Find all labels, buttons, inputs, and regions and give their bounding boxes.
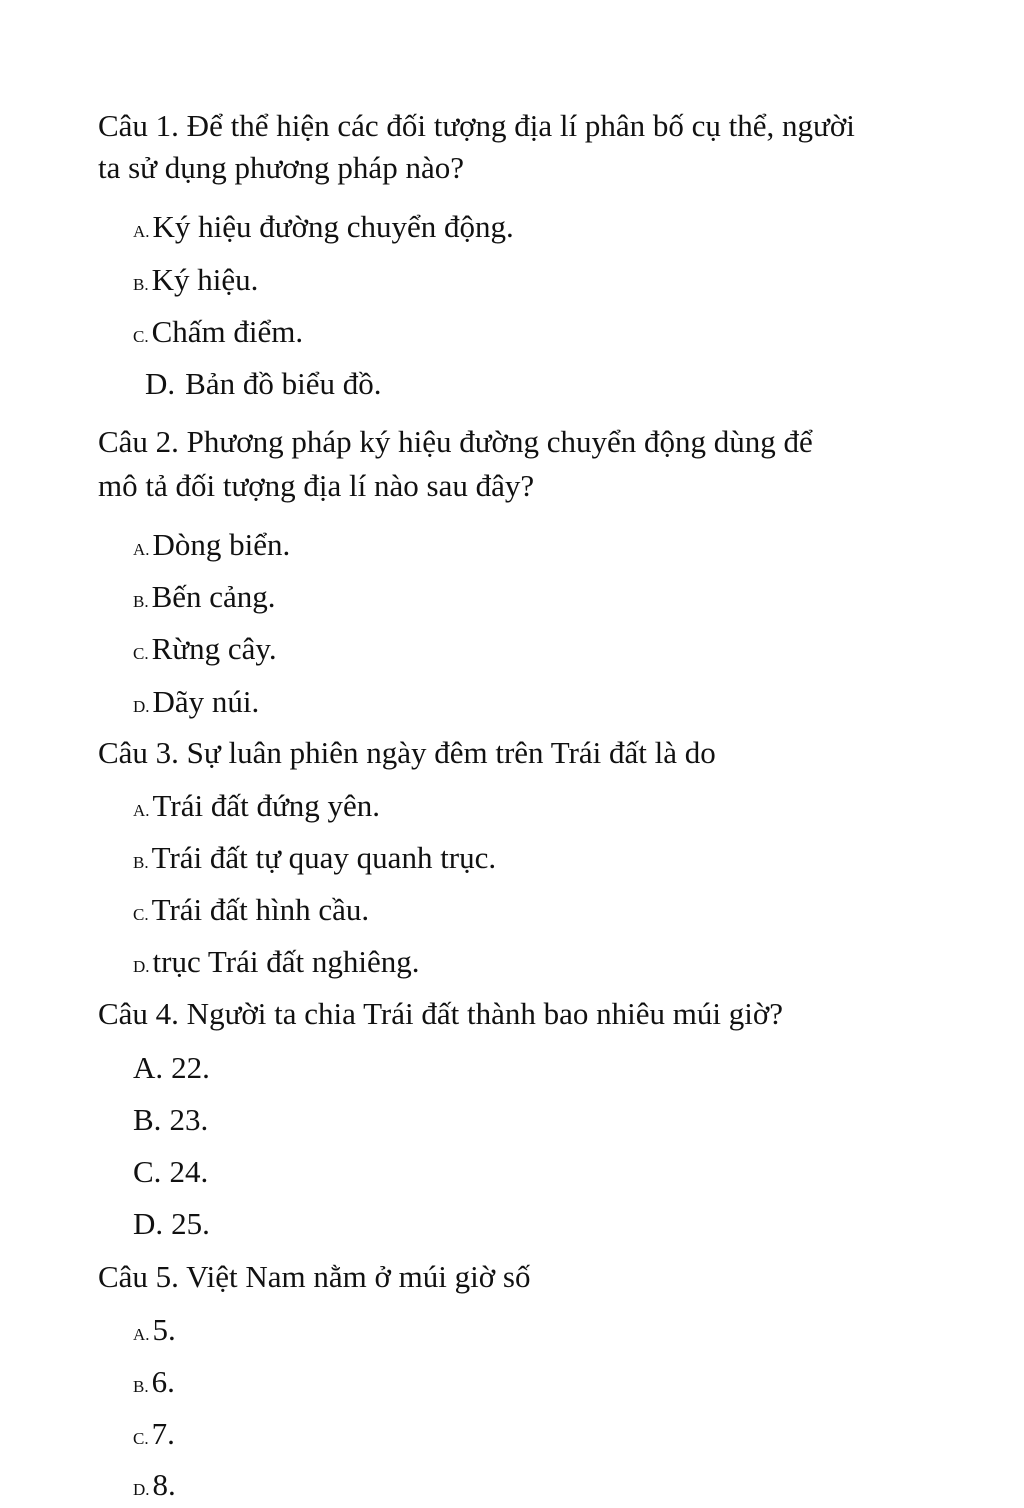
option-text: 22. <box>171 1050 210 1085</box>
option-letter: C. <box>133 905 149 924</box>
question-1-option-b <box>133 262 258 303</box>
option-text: Dòng biển. <box>152 527 291 562</box>
option-text: trục Trái đất nghiêng. <box>152 944 420 979</box>
question-4-option-d <box>133 1206 210 1242</box>
option-letter: D. <box>133 697 150 716</box>
question-4-option-a <box>133 1050 210 1086</box>
option-text: Bản đồ biểu đồ. <box>185 366 382 401</box>
option-text: 25. <box>171 1206 210 1241</box>
option-letter: A. <box>133 222 150 241</box>
question-5-option-d <box>133 1467 176 1508</box>
option-text: 6. <box>151 1364 175 1399</box>
question-1-option-d <box>145 366 381 402</box>
option-letter: A. <box>133 1325 150 1344</box>
option-text: Chấm điểm. <box>151 314 304 349</box>
question-3-option-b <box>133 840 496 881</box>
option-text: Ký hiệu. <box>151 262 259 297</box>
option-text: Rừng cây. <box>151 631 277 666</box>
option-letter: B. <box>133 275 149 294</box>
option-letter: A. <box>133 801 150 820</box>
option-letter: B. <box>133 1377 149 1396</box>
option-letter: B. <box>133 853 149 872</box>
question-3-option-d <box>133 944 419 985</box>
question-2-line-1: Câu 2. Phương pháp ký hiệu đường chuyển động dùng để <box>98 424 813 459</box>
option-letter: D. <box>145 366 176 401</box>
question-2-option-b <box>133 579 276 620</box>
question-5-option-c <box>133 1416 175 1457</box>
option-letter: C. <box>133 1429 149 1448</box>
question-1-line-1: Câu 1. Để thể hiện các đối tượng địa lí phân bố cụ thể, người <box>98 108 855 143</box>
question-2-line-2: mô tả đối tượng địa lí nào sau đây? <box>98 468 535 503</box>
option-text: 7. <box>151 1416 175 1451</box>
question-1-option-a <box>133 209 514 250</box>
option-text: 5. <box>152 1312 176 1347</box>
option-letter: B. <box>133 1102 162 1137</box>
question-2-option-a <box>133 527 290 568</box>
question-3-line-1: Câu 3. Sự luân phiên ngày đêm trên Trái đất là do <box>98 735 716 770</box>
question-4-option-c <box>133 1154 208 1190</box>
question-1-option-c <box>133 314 303 355</box>
option-letter: D. <box>133 1480 150 1499</box>
question-2-option-d <box>133 684 259 725</box>
option-letter: B. <box>133 592 149 611</box>
question-5-option-a <box>133 1312 176 1353</box>
option-letter: D. <box>133 1206 164 1241</box>
option-text: Ký hiệu đường chuyển động. <box>152 209 514 244</box>
question-2-option-c <box>133 631 277 672</box>
option-text: 8. <box>152 1467 176 1502</box>
option-letter: C. <box>133 1154 162 1189</box>
option-text: 24. <box>169 1154 209 1189</box>
option-letter: D. <box>133 957 150 976</box>
option-text: Bến cảng. <box>151 579 276 614</box>
option-letter: C. <box>133 644 149 663</box>
option-letter: C. <box>133 327 149 346</box>
question-4-option-b <box>133 1102 208 1138</box>
question-3-option-a <box>133 788 380 829</box>
question-3-option-c <box>133 892 369 933</box>
question-5-line-1: Câu 5. Việt Nam nằm ở múi giờ số <box>98 1259 531 1294</box>
option-text: Trái đất đứng yên. <box>152 788 381 823</box>
option-text: Trái đất hình cầu. <box>151 892 370 927</box>
option-text: Trái đất tự quay quanh trục. <box>151 840 497 875</box>
option-letter: A. <box>133 540 150 559</box>
question-5-option-b <box>133 1364 175 1405</box>
option-text: 23. <box>169 1102 209 1137</box>
option-letter: A. <box>133 1050 164 1085</box>
question-4-line-1: Câu 4. Người ta chia Trái đất thành bao nhiêu múi giờ? <box>98 996 783 1031</box>
question-1-line-2: ta sử dụng phương pháp nào? <box>98 150 464 185</box>
option-text: Dãy núi. <box>152 684 260 719</box>
